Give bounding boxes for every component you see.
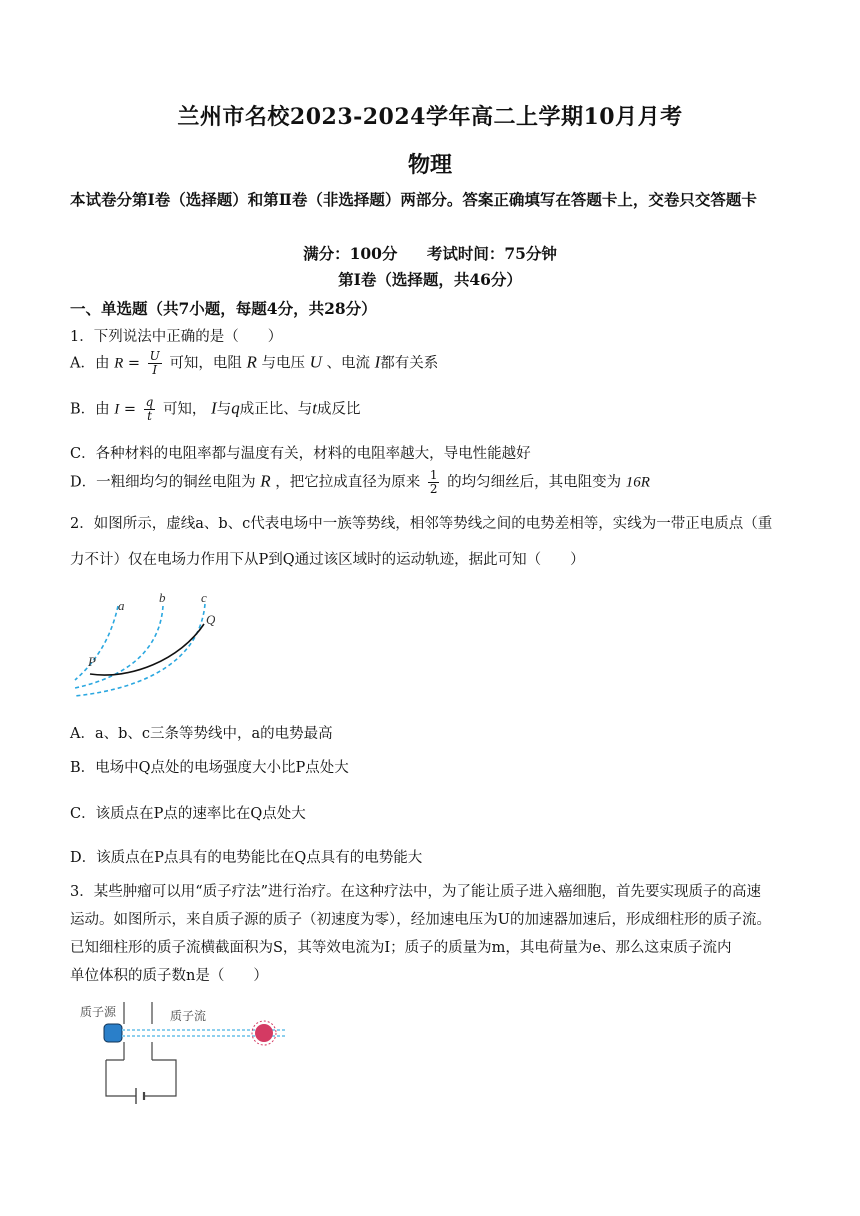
q1-option-c: C．各种材料的电阻率都与温度有关，材料的电阻率越大，导电性能越好 — [70, 446, 531, 462]
q2-option-b: B．电场中Q点处的电场强度大小比P点处大 — [70, 760, 349, 776]
q2-option-a: A．a、b、c三条等势线中，a的电势最高 — [70, 726, 333, 742]
label-a: a — [118, 598, 125, 613]
circuit-wire-left — [106, 1060, 136, 1096]
fraction-u-over-i: $\frac{U}{I}$ — [149, 349, 160, 377]
q2-stem: 2．如图所示，虚线a、b、c代表电场中一族等势线，相邻等势线之间的电势差相等，实线为一带正电质点（重 力不计）仅在电场力作用下从P到Q通过该区域时的运动轨迹，据此可知（ ） — [70, 516, 773, 568]
exam-title: 兰州市名校2023-2024学年高二上学期10月月考 — [177, 104, 683, 130]
full-score: 满分：100分 — [303, 244, 398, 263]
section-heading: 一、单选题（共7小题，每题4分，共28分） — [70, 299, 377, 318]
q1-option-b: B．由 I = $\frac{q}{t}$ 可知， I与q成正比、与t成反比 — [70, 395, 361, 423]
label-c: c — [201, 590, 207, 605]
q1-stem: 1．下列说法中正确的是（ ） — [70, 329, 283, 345]
equipotential-line-b — [75, 606, 163, 688]
exam-instructions: 本试卷分第Ⅰ卷（选择题）和第Ⅱ卷（非选择题）两部分。答案正确填写在答题卡上，交卷只交答题卡 — [70, 190, 757, 209]
q2-option-d: D．该质点在P点具有的电势能比在Q点具有的电势能大 — [70, 850, 423, 866]
q1-option-a: A．由 R = $\frac{U}{I}$ 可知，电阻 R 与电压 U 、电流 I都有关系 — [70, 349, 439, 377]
fraction-q-over-t: $\frac{q}{t}$ — [145, 395, 154, 423]
q2-figure-equipotential-lines — [70, 588, 215, 700]
q3-stem: 3．某些肿瘤可以用“质子疗法”进行治疗。在这种疗法中，为了能让质子进入癌细胞，首先要实现质子的高速 运动。如图所示，来自质子源的质子（初速度为零），经加速电压为U的加速器加速后，形成细柱形的质子流。 已知细柱形的质子流横截面积为S，其等效电流为I；质子的质量为m，其电荷量为e、那么这束质子流内 单位体积的质子数n是（ ） — [70, 884, 771, 984]
label-proton-beam: 质子流 — [170, 1009, 207, 1023]
exam-time: 考试时间：75分钟 — [426, 244, 557, 263]
cancer-cell-icon — [255, 1024, 273, 1042]
volume-heading: 第Ⅰ卷（选择题，共46分） — [338, 270, 522, 289]
equipotential-line-a — [75, 606, 118, 680]
equipotential-line-c — [75, 604, 205, 696]
q3-figure-proton-accelerator — [76, 1000, 296, 1110]
q2-option-c: C．该质点在P点的速率比在Q点处大 — [70, 806, 306, 822]
label-p: P — [88, 654, 96, 669]
subject-title: 物理 — [407, 152, 452, 178]
proton-source-cylinder — [104, 1024, 122, 1042]
label-b: b — [159, 590, 166, 605]
circuit-wire-right — [144, 1060, 176, 1096]
q1-option-d: D．一粗细均匀的铜丝电阻为 R ，把它拉成直径为原来 $\frac{1}{2}$ 的均匀细丝后，其电阻变为 16R — [70, 468, 650, 496]
fraction-one-half: $\frac{1}{2}$ — [429, 468, 438, 496]
label-q: Q — [206, 612, 215, 627]
score-time-line — [0, 242, 860, 264]
label-proton-source: 质子源 — [80, 1005, 117, 1019]
